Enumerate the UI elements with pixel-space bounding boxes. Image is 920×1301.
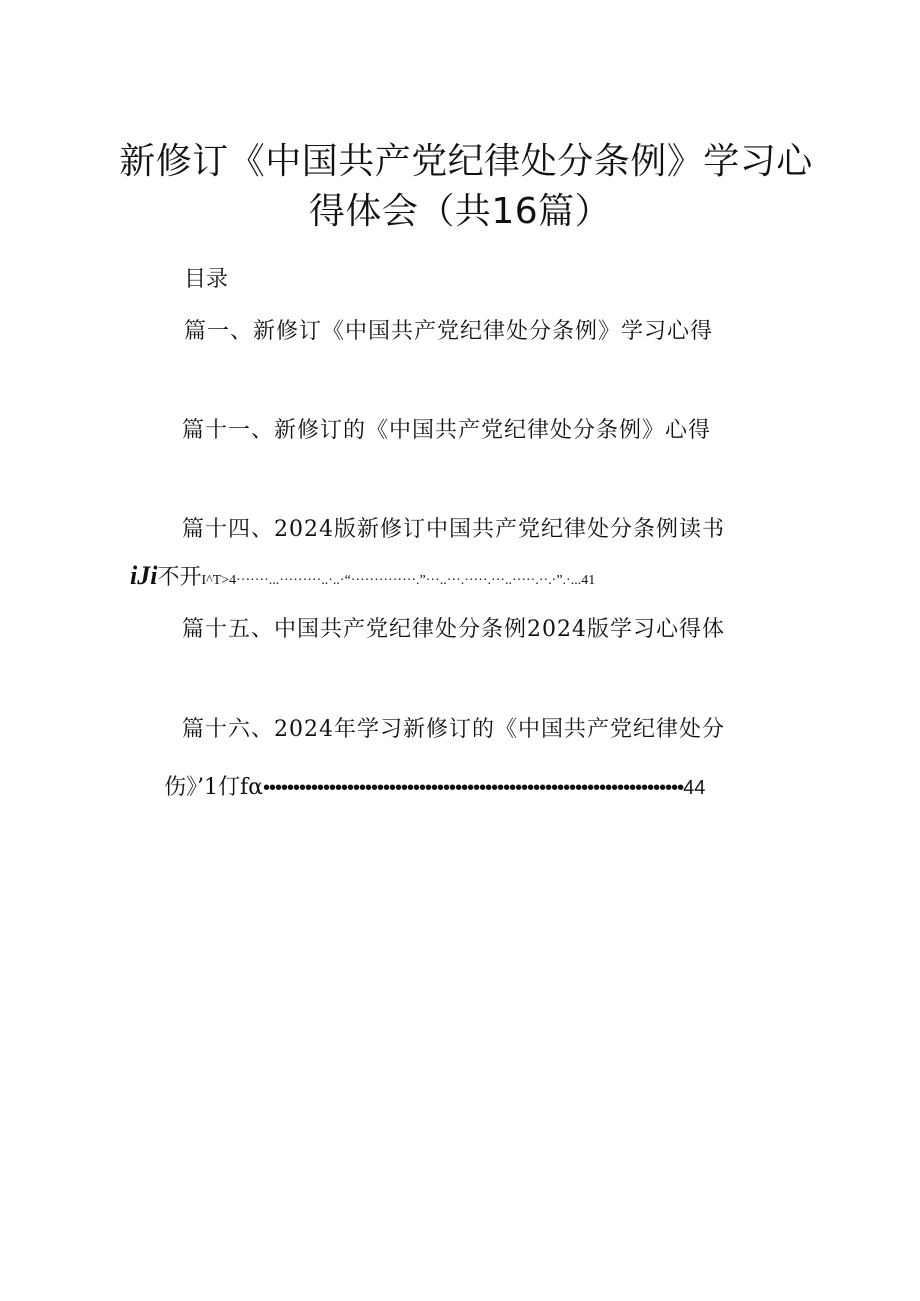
document-title-line2: 得体会（共16篇） <box>308 191 612 232</box>
toc-entry-14[interactable]: 篇十四、2024版新修订中国共产党纪律处分条例读书 <box>182 517 725 542</box>
toc-entry-14-leader: I^T>4·······...·········..·..·“··············.”···..···.·····.···..·····.··.·”.·... <box>201 573 582 588</box>
toc-entry-14-cont-text: 不开 <box>157 565 202 590</box>
toc-entry-14-garbled-italic: iJi <box>130 561 158 590</box>
toc-entry-16-cont-text: 伤》’1仃fα <box>164 775 263 800</box>
toc-entry-16-continuation[interactable] <box>164 770 705 801</box>
toc-entry-16-page: 44 <box>683 777 706 799</box>
toc-entry-15[interactable]: 篇十五、中国共产党纪律处分条例2024版学习心得体 <box>182 617 725 642</box>
toc-entry-16[interactable]: 篇十六、2024年学习新修订的《中国共产党纪律处分 <box>182 717 725 742</box>
document-title-line1: 新修订《中国共产党纪律处分条例》学习心 <box>119 141 813 182</box>
toc-entry-14-page: 41 <box>581 573 596 588</box>
toc-heading: 目录 <box>184 267 229 292</box>
toc-entry-11[interactable]: 篇十一、新修订的《中国共产党纪律处分条例》心得 <box>182 418 712 443</box>
toc-entry-14-continuation[interactable] <box>130 560 595 591</box>
toc-entry-1[interactable]: 篇一、新修订《中国共产党纪律处分条例》学习心得 <box>184 319 714 344</box>
toc-entry-16-leader: •••••••••••••••••••••••••••••••••••••••••••••••••••••••••••••••••••••• <box>263 777 684 799</box>
